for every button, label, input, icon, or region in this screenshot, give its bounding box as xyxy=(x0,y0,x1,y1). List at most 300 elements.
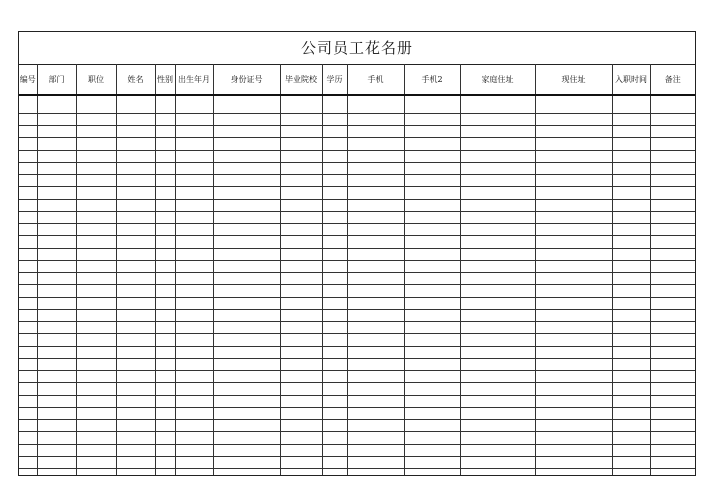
table-cell xyxy=(322,95,347,113)
table-cell xyxy=(612,95,650,113)
table-cell xyxy=(612,273,650,285)
table-cell xyxy=(213,273,280,285)
table-cell xyxy=(650,297,695,309)
table-cell xyxy=(175,260,213,272)
table-row xyxy=(19,309,695,321)
table-cell xyxy=(404,371,460,383)
table-cell xyxy=(650,334,695,346)
table-cell xyxy=(19,346,37,358)
table-cell xyxy=(213,309,280,321)
table-cell xyxy=(280,444,322,456)
table-cell xyxy=(213,187,280,199)
table-cell xyxy=(155,432,175,444)
table-cell xyxy=(175,322,213,334)
table-cell xyxy=(612,407,650,419)
table-cell xyxy=(612,420,650,432)
table-cell xyxy=(650,371,695,383)
table-cell xyxy=(460,407,535,419)
table-cell xyxy=(404,211,460,223)
table-row xyxy=(19,456,695,468)
table-cell xyxy=(347,420,404,432)
table-cell xyxy=(460,371,535,383)
table-cell xyxy=(76,199,116,211)
table-cell xyxy=(155,260,175,272)
table-cell xyxy=(19,95,37,113)
table-cell xyxy=(535,138,612,150)
table-cell xyxy=(175,432,213,444)
table-cell xyxy=(535,224,612,236)
table-cell xyxy=(404,420,460,432)
table-cell xyxy=(612,260,650,272)
table-cell xyxy=(213,224,280,236)
table-cell xyxy=(347,432,404,444)
table-cell xyxy=(76,432,116,444)
table-cell xyxy=(213,395,280,407)
table-cell xyxy=(19,444,37,456)
table-cell xyxy=(535,150,612,162)
table-cell xyxy=(322,407,347,419)
table-cell xyxy=(175,395,213,407)
table-cell xyxy=(213,469,280,475)
table-cell xyxy=(175,187,213,199)
table-cell xyxy=(116,444,155,456)
col-header-phone2: 手机2 xyxy=(404,64,460,95)
table-cell xyxy=(460,162,535,174)
table-cell xyxy=(535,95,612,113)
table-cell xyxy=(213,444,280,456)
table-cell xyxy=(280,334,322,346)
table-row xyxy=(19,334,695,346)
table-cell xyxy=(155,297,175,309)
table-cell xyxy=(155,95,175,113)
table-cell xyxy=(650,322,695,334)
table-cell xyxy=(404,138,460,150)
table-cell xyxy=(37,456,76,468)
table-cell xyxy=(460,236,535,248)
table-cell xyxy=(155,199,175,211)
table-cell xyxy=(37,334,76,346)
table-cell xyxy=(280,346,322,358)
table-cell xyxy=(650,187,695,199)
roster-sheet xyxy=(18,31,696,476)
table-row xyxy=(19,383,695,395)
table-row xyxy=(19,358,695,370)
table-cell xyxy=(404,187,460,199)
table-cell xyxy=(175,175,213,187)
table-cell xyxy=(116,162,155,174)
table-cell xyxy=(347,456,404,468)
table-cell xyxy=(404,224,460,236)
table-cell xyxy=(155,113,175,125)
table-cell xyxy=(650,138,695,150)
table-cell xyxy=(322,334,347,346)
table-cell xyxy=(322,322,347,334)
table-cell xyxy=(404,346,460,358)
table-cell xyxy=(280,150,322,162)
table-cell xyxy=(280,162,322,174)
table-cell xyxy=(347,444,404,456)
table-cell xyxy=(535,395,612,407)
table-cell xyxy=(650,420,695,432)
table-cell xyxy=(404,432,460,444)
table-row xyxy=(19,95,695,113)
table-cell xyxy=(612,150,650,162)
table-cell xyxy=(155,150,175,162)
table-cell xyxy=(460,285,535,297)
table-cell xyxy=(612,138,650,150)
table-cell xyxy=(76,113,116,125)
table-cell xyxy=(280,358,322,370)
table-cell xyxy=(37,371,76,383)
table-cell xyxy=(280,297,322,309)
table-cell xyxy=(155,358,175,370)
table-cell xyxy=(460,150,535,162)
table-cell xyxy=(650,273,695,285)
table-cell xyxy=(322,273,347,285)
table-cell xyxy=(116,175,155,187)
table-cell xyxy=(19,211,37,223)
table-cell xyxy=(116,456,155,468)
table-cell xyxy=(612,358,650,370)
table-cell xyxy=(213,138,280,150)
table-cell xyxy=(76,236,116,248)
table-cell xyxy=(19,309,37,321)
table-cell xyxy=(347,211,404,223)
table-cell xyxy=(322,456,347,468)
table-cell xyxy=(404,113,460,125)
table-row xyxy=(19,346,695,358)
table-cell xyxy=(37,95,76,113)
table-cell xyxy=(650,346,695,358)
table-cell xyxy=(612,248,650,260)
table-cell xyxy=(37,199,76,211)
col-header-home-address: 家庭住址 xyxy=(460,64,535,95)
table-cell xyxy=(116,334,155,346)
table-cell xyxy=(347,150,404,162)
table-cell xyxy=(155,444,175,456)
table-cell xyxy=(460,432,535,444)
table-cell xyxy=(612,456,650,468)
table-cell xyxy=(175,346,213,358)
table-cell xyxy=(535,113,612,125)
col-header-school: 毕业院校 xyxy=(280,64,322,95)
table-cell xyxy=(612,469,650,475)
table-cell xyxy=(535,273,612,285)
table-row xyxy=(19,322,695,334)
table-cell xyxy=(347,126,404,138)
table-cell xyxy=(535,285,612,297)
table-cell xyxy=(404,95,460,113)
table-cell xyxy=(535,175,612,187)
table-cell xyxy=(280,224,322,236)
table-cell xyxy=(322,309,347,321)
table-cell xyxy=(155,420,175,432)
table-cell xyxy=(175,273,213,285)
table-cell xyxy=(460,248,535,260)
table-cell xyxy=(116,211,155,223)
table-cell xyxy=(347,371,404,383)
table-cell xyxy=(213,285,280,297)
table-cell xyxy=(116,322,155,334)
table-cell xyxy=(116,273,155,285)
table-cell xyxy=(650,113,695,125)
table-cell xyxy=(612,175,650,187)
table-cell xyxy=(213,248,280,260)
table-cell xyxy=(37,383,76,395)
table-cell xyxy=(322,224,347,236)
table-cell xyxy=(155,138,175,150)
table-cell xyxy=(322,444,347,456)
col-header-remarks: 备注 xyxy=(650,64,695,95)
col-header-join-date: 入职时间 xyxy=(612,64,650,95)
table-cell xyxy=(116,395,155,407)
table-cell xyxy=(19,456,37,468)
table-cell xyxy=(347,273,404,285)
table-cell xyxy=(460,334,535,346)
table-cell xyxy=(322,187,347,199)
table-cell xyxy=(116,224,155,236)
table-cell xyxy=(155,211,175,223)
table-cell xyxy=(460,175,535,187)
table-cell xyxy=(612,395,650,407)
table-cell xyxy=(76,456,116,468)
table-cell xyxy=(347,187,404,199)
table-cell xyxy=(535,199,612,211)
table-cell xyxy=(650,162,695,174)
table-cell xyxy=(322,297,347,309)
table-cell xyxy=(322,113,347,125)
table-cell xyxy=(76,371,116,383)
table-cell xyxy=(347,260,404,272)
table-row xyxy=(19,273,695,285)
table-cell xyxy=(76,138,116,150)
table-cell xyxy=(213,346,280,358)
table-cell xyxy=(404,309,460,321)
table-cell xyxy=(213,456,280,468)
table-cell xyxy=(347,322,404,334)
table-cell xyxy=(612,432,650,444)
table-cell xyxy=(280,187,322,199)
table-cell xyxy=(347,309,404,321)
table-cell xyxy=(535,187,612,199)
table-cell xyxy=(460,297,535,309)
table-cell xyxy=(404,199,460,211)
table-cell xyxy=(460,358,535,370)
table-cell xyxy=(175,162,213,174)
table-cell xyxy=(322,371,347,383)
table-cell xyxy=(213,199,280,211)
table-cell xyxy=(460,420,535,432)
table-cell xyxy=(650,211,695,223)
table-cell xyxy=(155,126,175,138)
table-cell xyxy=(19,126,37,138)
table-cell xyxy=(460,395,535,407)
table-cell xyxy=(76,444,116,456)
col-header-id-number: 身份证号 xyxy=(213,64,280,95)
table-cell xyxy=(650,432,695,444)
table-row xyxy=(19,371,695,383)
table-cell xyxy=(116,346,155,358)
table-cell xyxy=(37,138,76,150)
table-cell xyxy=(347,95,404,113)
table-cell xyxy=(116,113,155,125)
table-cell xyxy=(175,138,213,150)
table-cell xyxy=(404,322,460,334)
table-cell xyxy=(460,260,535,272)
table-cell xyxy=(280,383,322,395)
table-cell xyxy=(155,273,175,285)
table-cell xyxy=(37,211,76,223)
table-cell xyxy=(175,297,213,309)
table-cell xyxy=(460,346,535,358)
table-cell xyxy=(175,150,213,162)
table-cell xyxy=(280,138,322,150)
table-cell xyxy=(322,138,347,150)
table-cell xyxy=(612,236,650,248)
table-row xyxy=(19,236,695,248)
table-cell xyxy=(76,285,116,297)
table-cell xyxy=(155,395,175,407)
table-cell xyxy=(650,95,695,113)
table-cell xyxy=(347,224,404,236)
table-cell xyxy=(460,469,535,475)
table-cell xyxy=(175,420,213,432)
table-cell xyxy=(280,175,322,187)
table-cell xyxy=(213,260,280,272)
table-cell xyxy=(612,224,650,236)
table-cell xyxy=(322,236,347,248)
header-row xyxy=(19,64,695,95)
table-cell xyxy=(612,334,650,346)
table-cell xyxy=(175,309,213,321)
table-cell xyxy=(280,407,322,419)
table-cell xyxy=(19,260,37,272)
table-cell xyxy=(460,383,535,395)
table-cell xyxy=(175,199,213,211)
table-cell xyxy=(37,407,76,419)
table-cell xyxy=(76,407,116,419)
table-cell xyxy=(213,236,280,248)
table-cell xyxy=(19,420,37,432)
table-cell xyxy=(612,297,650,309)
table-cell xyxy=(535,260,612,272)
table-cell xyxy=(280,309,322,321)
table-cell xyxy=(19,285,37,297)
table-cell xyxy=(460,211,535,223)
col-header-birth: 出生年月 xyxy=(175,64,213,95)
table-cell xyxy=(280,469,322,475)
table-cell xyxy=(213,150,280,162)
table-cell xyxy=(19,236,37,248)
table-cell xyxy=(535,420,612,432)
table-cell xyxy=(322,469,347,475)
table-cell xyxy=(37,444,76,456)
table-row xyxy=(19,126,695,138)
table-cell xyxy=(650,224,695,236)
table-cell xyxy=(347,138,404,150)
table-cell xyxy=(116,358,155,370)
table-row xyxy=(19,469,695,475)
table-cell xyxy=(155,175,175,187)
table-cell xyxy=(37,236,76,248)
table-cell xyxy=(347,469,404,475)
table-cell xyxy=(535,358,612,370)
table-cell xyxy=(404,444,460,456)
table-cell xyxy=(19,371,37,383)
table-cell xyxy=(535,248,612,260)
table-cell xyxy=(535,469,612,475)
table-cell xyxy=(116,187,155,199)
table-cell xyxy=(76,187,116,199)
table-cell xyxy=(535,444,612,456)
table-cell xyxy=(460,309,535,321)
table-cell xyxy=(535,126,612,138)
table-row xyxy=(19,199,695,211)
table-cell xyxy=(612,113,650,125)
table-cell xyxy=(155,187,175,199)
table-cell xyxy=(19,395,37,407)
table-cell xyxy=(76,334,116,346)
table-cell xyxy=(404,236,460,248)
table-row xyxy=(19,150,695,162)
table-cell xyxy=(650,236,695,248)
table-cell xyxy=(280,199,322,211)
table-cell xyxy=(612,383,650,395)
table-cell xyxy=(650,175,695,187)
table-cell xyxy=(404,407,460,419)
table-cell xyxy=(347,383,404,395)
table-cell xyxy=(322,420,347,432)
table-cell xyxy=(155,248,175,260)
table-cell xyxy=(460,199,535,211)
table-cell xyxy=(37,309,76,321)
table-cell xyxy=(37,420,76,432)
table-cell xyxy=(347,358,404,370)
table-cell xyxy=(322,175,347,187)
table-cell xyxy=(175,334,213,346)
table-cell xyxy=(37,150,76,162)
table-cell xyxy=(155,334,175,346)
table-cell xyxy=(280,236,322,248)
table-cell xyxy=(175,456,213,468)
table-cell xyxy=(460,138,535,150)
table-cell xyxy=(322,199,347,211)
table-cell xyxy=(612,199,650,211)
table-cell xyxy=(650,126,695,138)
table-cell xyxy=(76,395,116,407)
table-cell xyxy=(37,346,76,358)
table-cell xyxy=(612,346,650,358)
table-cell xyxy=(76,309,116,321)
table-cell xyxy=(213,420,280,432)
table-cell xyxy=(404,395,460,407)
table-row xyxy=(19,113,695,125)
table-cell xyxy=(280,95,322,113)
table-cell xyxy=(322,383,347,395)
table-cell xyxy=(280,248,322,260)
col-header-id: 编号 xyxy=(19,64,37,95)
table-cell xyxy=(280,322,322,334)
table-cell xyxy=(175,95,213,113)
table-cell xyxy=(213,432,280,444)
table-cell xyxy=(19,322,37,334)
table-cell xyxy=(213,383,280,395)
table-cell xyxy=(175,248,213,260)
table-row xyxy=(19,297,695,309)
table-cell xyxy=(19,407,37,419)
table-cell xyxy=(19,224,37,236)
table-cell xyxy=(37,469,76,475)
